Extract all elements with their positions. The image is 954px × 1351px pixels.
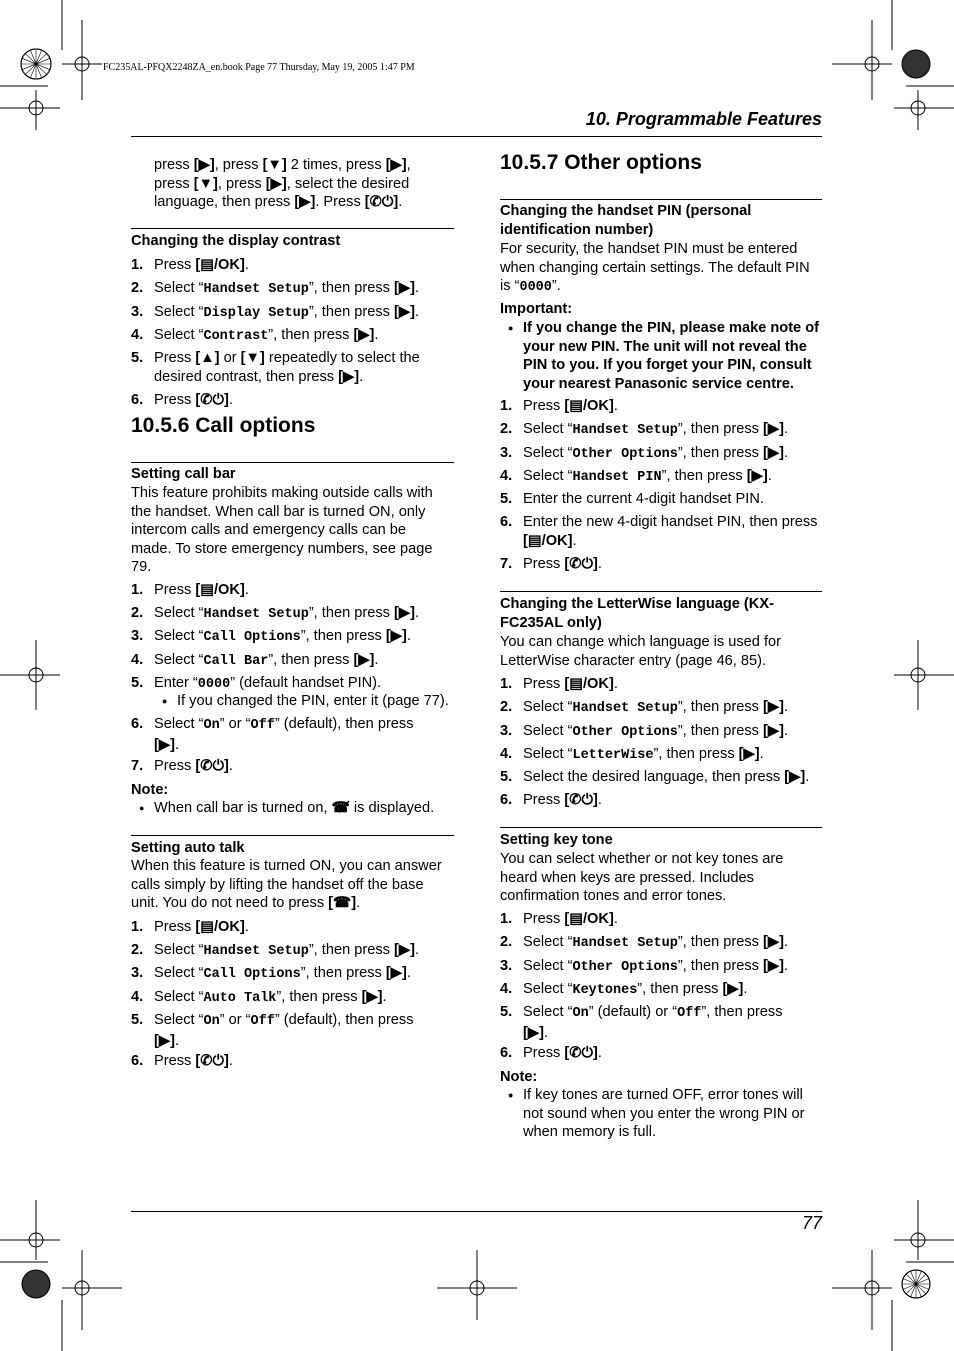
- list-item: 1. Press [▤/OK].: [131, 919, 249, 935]
- list-item: 6. Enter the new 4-digit handset PIN, then press [▤/OK].: [500, 514, 818, 549]
- note-bullet: ● If key tones are turned OFF, error tones will not sound when you enter the wrong PIN or when memory is full.: [500, 1086, 822, 1142]
- important-label: Important:: [500, 301, 573, 317]
- crosshair-icon: [0, 640, 60, 710]
- list-item: 5. Enter “0000” (default handset PIN).: [131, 675, 382, 692]
- list-item: 2. Select “Handset Setup”, then press [▶].: [131, 942, 419, 959]
- section-rule: [500, 199, 822, 200]
- list-item: 4. Select “Call Bar”, then press [▶].: [131, 652, 379, 669]
- list-item: 2. Select “Handset Setup”, then press [▶].: [500, 699, 788, 716]
- list-item: 5. Press [▲] or [▼] repeatedly to select the desired contrast, then press [▶].: [131, 350, 420, 385]
- list-item: 4. Select “Handset PIN”, then press [▶].: [500, 468, 772, 485]
- crosshair-icon: [62, 1250, 122, 1330]
- list-item: 2. Select “Handset Setup”, then press [▶].: [500, 934, 788, 951]
- crosshair-icon: [62, 20, 102, 100]
- list-item: 3. Select “Other Options”, then press [▶].: [500, 723, 788, 740]
- list-item: 4. Select “Auto Talk”, then press [▶].: [131, 989, 387, 1006]
- file-header: FC235AL-PFQX2248ZA_en.book Page 77 Thursday, May 19, 2005 1:47 PM: [103, 62, 415, 73]
- list-item: 3. Select “Display Setup”, then press [▶].: [131, 304, 419, 321]
- call-bar-description: This feature prohibits making outside calls with the handset. When call bar is turned ON, only intercom calls and emergency calls can be made. To store emergency numbers, see page 79.: [131, 485, 433, 575]
- list-item: 3. Select “Call Options”, then press [▶].: [131, 965, 411, 982]
- list-item: 6. Press [✆⏻].: [500, 1045, 602, 1061]
- list-item: 4. Select “LetterWise”, then press [▶].: [500, 746, 764, 763]
- footer-rule: [131, 1211, 822, 1212]
- call-bar-heading: Setting call bar: [131, 466, 236, 482]
- note-label: Note:: [131, 782, 169, 798]
- registration-dot-icon: [902, 50, 930, 78]
- list-item: 6. Press [✆⏻].: [131, 1053, 233, 1069]
- contrast-heading: Changing the display contrast: [131, 233, 341, 249]
- list-item: 3. Select “Other Options”, then press [▶].: [500, 958, 788, 975]
- list-item: 6. Select “On” or “Off” (default), then press [▶].: [131, 716, 414, 753]
- list-item: 3. Select “Other Options”, then press [▶].: [500, 445, 788, 462]
- list-item: 6. Press [✆⏻].: [131, 392, 233, 408]
- list-item: 1. Press [▤/OK].: [500, 676, 618, 692]
- list-item: 4. Select “Keytones”, then press [▶].: [500, 981, 748, 998]
- section-rule: [131, 835, 454, 836]
- list-item: 7. Press [✆⏻].: [131, 758, 233, 774]
- section-rule: [131, 228, 454, 229]
- pin-description: For security, the handset PIN must be entered when changing certain settings. The default PIN is “0000”.: [500, 241, 810, 295]
- list-item: 2. Select “Handset Setup”, then press [▶].: [500, 421, 788, 438]
- crosshair-icon: [0, 90, 60, 130]
- call-bar-icon: ☎̸: [331, 800, 350, 816]
- list-item: 4. Select “Contrast”, then press [▶].: [131, 327, 379, 344]
- other-options-title: 10.5.7 Other options: [500, 151, 702, 174]
- registration-dot-icon: [22, 1270, 50, 1298]
- note-label: Note:: [500, 1069, 538, 1085]
- list-item: 5. Select “On” or “Off” (default), then press [▶].: [131, 1012, 414, 1049]
- pin-heading: Changing the handset PIN (personal identification number): [500, 203, 752, 238]
- crosshair-icon: [894, 1200, 954, 1260]
- letterwise-description: You can change which language is used for LetterWise character entry (page 46, 85).: [500, 634, 782, 669]
- crosshair-icon: [832, 1250, 892, 1330]
- list-item: 6. Press [✆⏻].: [500, 792, 602, 808]
- crosshair-icon: [894, 90, 954, 130]
- list-item: 2. Select “Handset Setup”, then press [▶].: [131, 280, 419, 297]
- important-bullet: ● If you change the PIN, please make note of your new PIN. The unit will not reveal the PIN to you. If you forget your PIN, consult your nearest Panasonic service centre.: [500, 319, 822, 393]
- list-item: 1. Press [▤/OK].: [500, 911, 618, 927]
- registration-sunburst-icon: [21, 49, 51, 79]
- list-item: 5. Select “On” (default) or “Off”, then press [▶].: [500, 1004, 783, 1041]
- letterwise-heading: Changing the LetterWise language (KX- FC235AL only): [500, 596, 774, 631]
- note-bullet: ● When call bar is turned on, ☎̸ is displayed.: [131, 799, 454, 818]
- key-tone-heading: Setting key tone: [500, 832, 613, 848]
- crosshair-icon: [437, 1250, 517, 1320]
- list-item: 5. Enter the current 4-digit handset PIN.: [500, 491, 764, 507]
- list-item: 7. Press [✆⏻].: [500, 556, 602, 572]
- section-rule: [500, 591, 822, 592]
- list-item: 1. Press [▤/OK].: [131, 582, 249, 598]
- section-title: 10. Programmable Features: [585, 109, 822, 129]
- list-item: 1. Press [▤/OK].: [131, 257, 249, 273]
- intro-text: press [▶], press [▼] 2 times, press [▶], press [▼], press [▶], select the desired language, then press [▶]. Press [✆⏻].: [154, 157, 411, 210]
- header-rule: [131, 136, 822, 137]
- registration-sunburst-icon: [902, 1270, 930, 1298]
- key-tone-description: You can select whether or not key tones are heard when keys are pressed. Includes confirmation tones and error tones.: [500, 851, 784, 904]
- auto-talk-description: When this feature is turned ON, you can answer calls simply by lifting the handset off the base unit. You do not need to press [☎].: [131, 858, 442, 911]
- sub-bullet: ● If you changed the PIN, enter it (page 77).: [154, 692, 454, 711]
- page-number: 77: [801, 1213, 822, 1233]
- list-item: 1. Press [▤/OK].: [500, 398, 618, 414]
- section-rule: [500, 827, 822, 828]
- auto-talk-heading: Setting auto talk: [131, 840, 245, 856]
- crosshair-icon: [0, 1200, 60, 1260]
- call-options-title: 10.5.6 Call options: [131, 414, 316, 437]
- crosshair-icon: [894, 640, 954, 710]
- section-rule: [131, 462, 454, 463]
- crosshair-icon: [832, 20, 892, 100]
- list-item: 3. Select “Call Options”, then press [▶].: [131, 628, 411, 645]
- list-item: 2. Select “Handset Setup”, then press [▶].: [131, 605, 419, 622]
- list-item: 5. Select the desired language, then press [▶].: [500, 769, 810, 785]
